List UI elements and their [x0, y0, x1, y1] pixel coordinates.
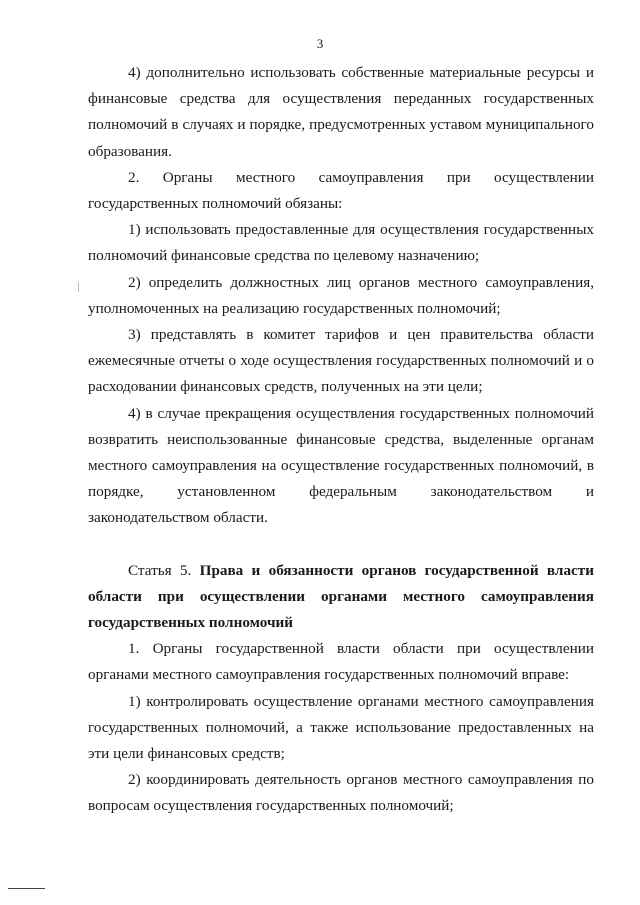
article-title: Права и обязанности органов государственной власти области при осуществлении органами местного самоуправления государственных полномочий [88, 561, 595, 632]
scan-artifact-mark [78, 282, 79, 292]
paragraph-rights-intro: 1. Органы государственной власти области при осуществлении органами местного самоуправления государственных полномочий вправе: [88, 640, 594, 684]
paragraph-right-2: 2) координировать деятельность органов местного самоуправления по вопросам осуществления государственных полномочий; [88, 771, 594, 815]
footnote-divider [8, 888, 45, 889]
paragraph-right-1: 1) контролировать осуществление органами местного самоуправления государственных полномочий, а также использование предоставленных на эти цели финансовых средств; [88, 692, 594, 763]
article-heading [88, 558, 594, 637]
paragraph-obligations-intro: 2. Органы местного самоуправления при осуществлении государственных полномочий обязаны: [88, 168, 594, 213]
paragraph-item-4-resources: 4) дополнительно использовать собственные материальные ресурсы и финансовые средства для осуществления переданных государственных полномочий в случаях и порядке, предусмотренных уставом муниципального образования. [88, 64, 594, 160]
page-number: 3 [316, 36, 324, 51]
paragraph-obligation-1: 1) использовать предоставленные для осуществления государственных полномочий финансовые средства по целевому назначению; [88, 221, 594, 265]
paragraph-obligation-3: 3) представлять в комитет тарифов и цен правительства области ежемесячные отчеты о ходе осуществления государственных полномочий и о расходовании финансовых средств, полученных на эти цели; [88, 326, 594, 396]
article-label: Статья 5. [128, 561, 192, 579]
document-body [88, 60, 594, 820]
paragraph-obligation-2: 2) определить должностных лиц органов местного самоуправления, уполномоченных на реализацию государственных полномочий; [88, 273, 594, 317]
paragraph-obligation-4: 4) в случае прекращения осуществления государственных полномочий возвратить неиспользованные финансовые средства, выделенные органам местного самоуправления на осуществление государственных полномочий, в порядке, установленном федеральным законодательством и законодательством области. [88, 404, 594, 527]
